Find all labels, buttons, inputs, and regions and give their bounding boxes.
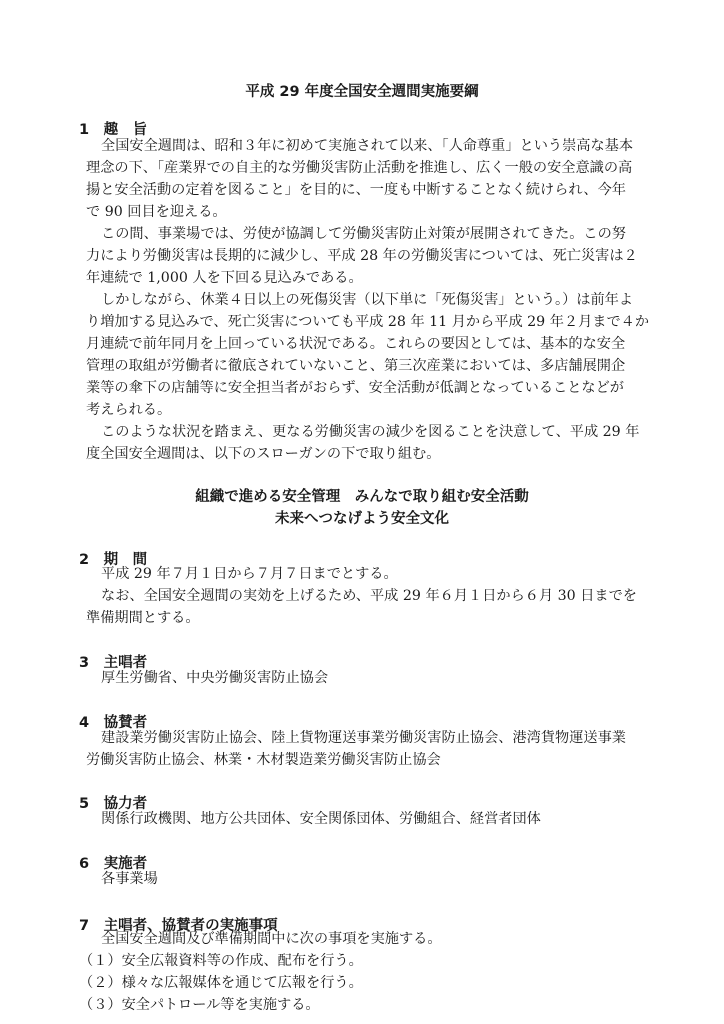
section-1-line: 考えられる。 <box>86 402 172 418</box>
section-2-line: 平成 29 年７月１日から７月７日までとする。 <box>101 566 398 582</box>
section-7-list-item: （３）安全パトロール等を実施する。 <box>79 997 320 1013</box>
section-1-line: しかしながら、休業４日以上の死傷災害（以下単に「死傷災害」という。）は前年よ <box>101 292 634 308</box>
section-1-line: 揚と安全活動の定着を図ること」を目的に、一度も中断することなく続けられ、今年 <box>86 182 626 198</box>
section-1-line: 業等の傘下の店舗等に安全担当者がおらず、安全活動が低調となっていることなどが <box>86 380 624 396</box>
section-4-heading: 4 協賛者 <box>79 715 148 731</box>
section-2-line: 準備期間とする。 <box>86 610 200 626</box>
slogan-line-1: 組織で進める安全管理 みんなで取り組む安全活動 <box>195 489 529 505</box>
section-7-list-item: （１）安全広報資料等の作成、配布を行う。 <box>79 953 363 969</box>
section-1-line: 年連続で 1,000 人を下回る見込みである。 <box>86 270 363 286</box>
section-7-line: 全国安全週間及び準備期間中に次の事項を実施する。 <box>101 931 442 947</box>
section-1-line: このような状況を踏まえ、更なる労働災害の減少を図ることを決意して、平成 29 年 <box>101 424 640 440</box>
document-title: 平成 29 年度全国安全週間実施要綱 <box>245 84 479 100</box>
section-2-heading: 2 期 間 <box>79 552 148 568</box>
section-1-line: 度全国安全週間は、以下のスローガンの下で取り組む。 <box>86 446 441 462</box>
section-1-line: り増加する見込みで、死亡災害についても平成 28 年 11 月から平成 29 年２月まで４か <box>86 314 650 330</box>
section-1-line: 月連続で前年同月を上回っている状況である。これらの要因としては、基本的な安全 <box>86 336 626 352</box>
section-1-line: 全国安全週間は、昭和３年に初めて実施されて以来、「人命尊重」という崇高な基本 <box>101 138 634 154</box>
section-4-line: 建設業労働災害防止協会、陸上貨物運送事業労働災害防止協会、港湾貨物運送事業 <box>101 730 626 746</box>
section-1-line: 理念の下、「産業界での自主的な労働災害防止活動を推進し、広く一般の安全意識の高 <box>86 160 633 176</box>
section-3-line: 厚生労働省、中央労働災害防止協会 <box>101 670 329 686</box>
section-7-heading: 7 主唱者、協賛者の実施事項 <box>79 918 278 934</box>
section-6-heading: 6 実施者 <box>79 856 148 872</box>
section-1-line: この間、事業場では、労使が協調して労働災害防止対策が展開されてきた。この努 <box>101 226 626 242</box>
section-6-line: 各事業場 <box>101 871 158 887</box>
section-7-list-item: （２）様々な広報媒体を通じて広報を行う。 <box>79 975 363 991</box>
section-4-line: 労働災害防止協会、林業・木材製造業労働災害防止協会 <box>86 752 441 768</box>
section-1-line: で 90 回目を迎える。 <box>86 204 227 220</box>
section-2-line: なお、全国安全週間の実効を上げるため、平成 29 年６月１日から６月 30 日までを <box>101 588 637 604</box>
section-1-line: 力により労働災害は長期的に減少し、平成 28 年の労働災害については、死亡災害は２ <box>86 248 638 264</box>
section-5-heading: 5 協力者 <box>79 796 148 812</box>
section-1-line: 管理の取組が労働者に徹底されていないこと、第三次産業においては、多店舗展開企 <box>86 358 626 374</box>
section-5-line: 関係行政機関、地方公共団体、安全関係団体、労働組合、経営者団体 <box>101 811 541 827</box>
section-1-heading: 1 趣 旨 <box>79 122 148 138</box>
section-3-heading: 3 主唱者 <box>79 655 148 671</box>
slogan-line-2: 未来へつなげよう安全文化 <box>275 511 449 527</box>
